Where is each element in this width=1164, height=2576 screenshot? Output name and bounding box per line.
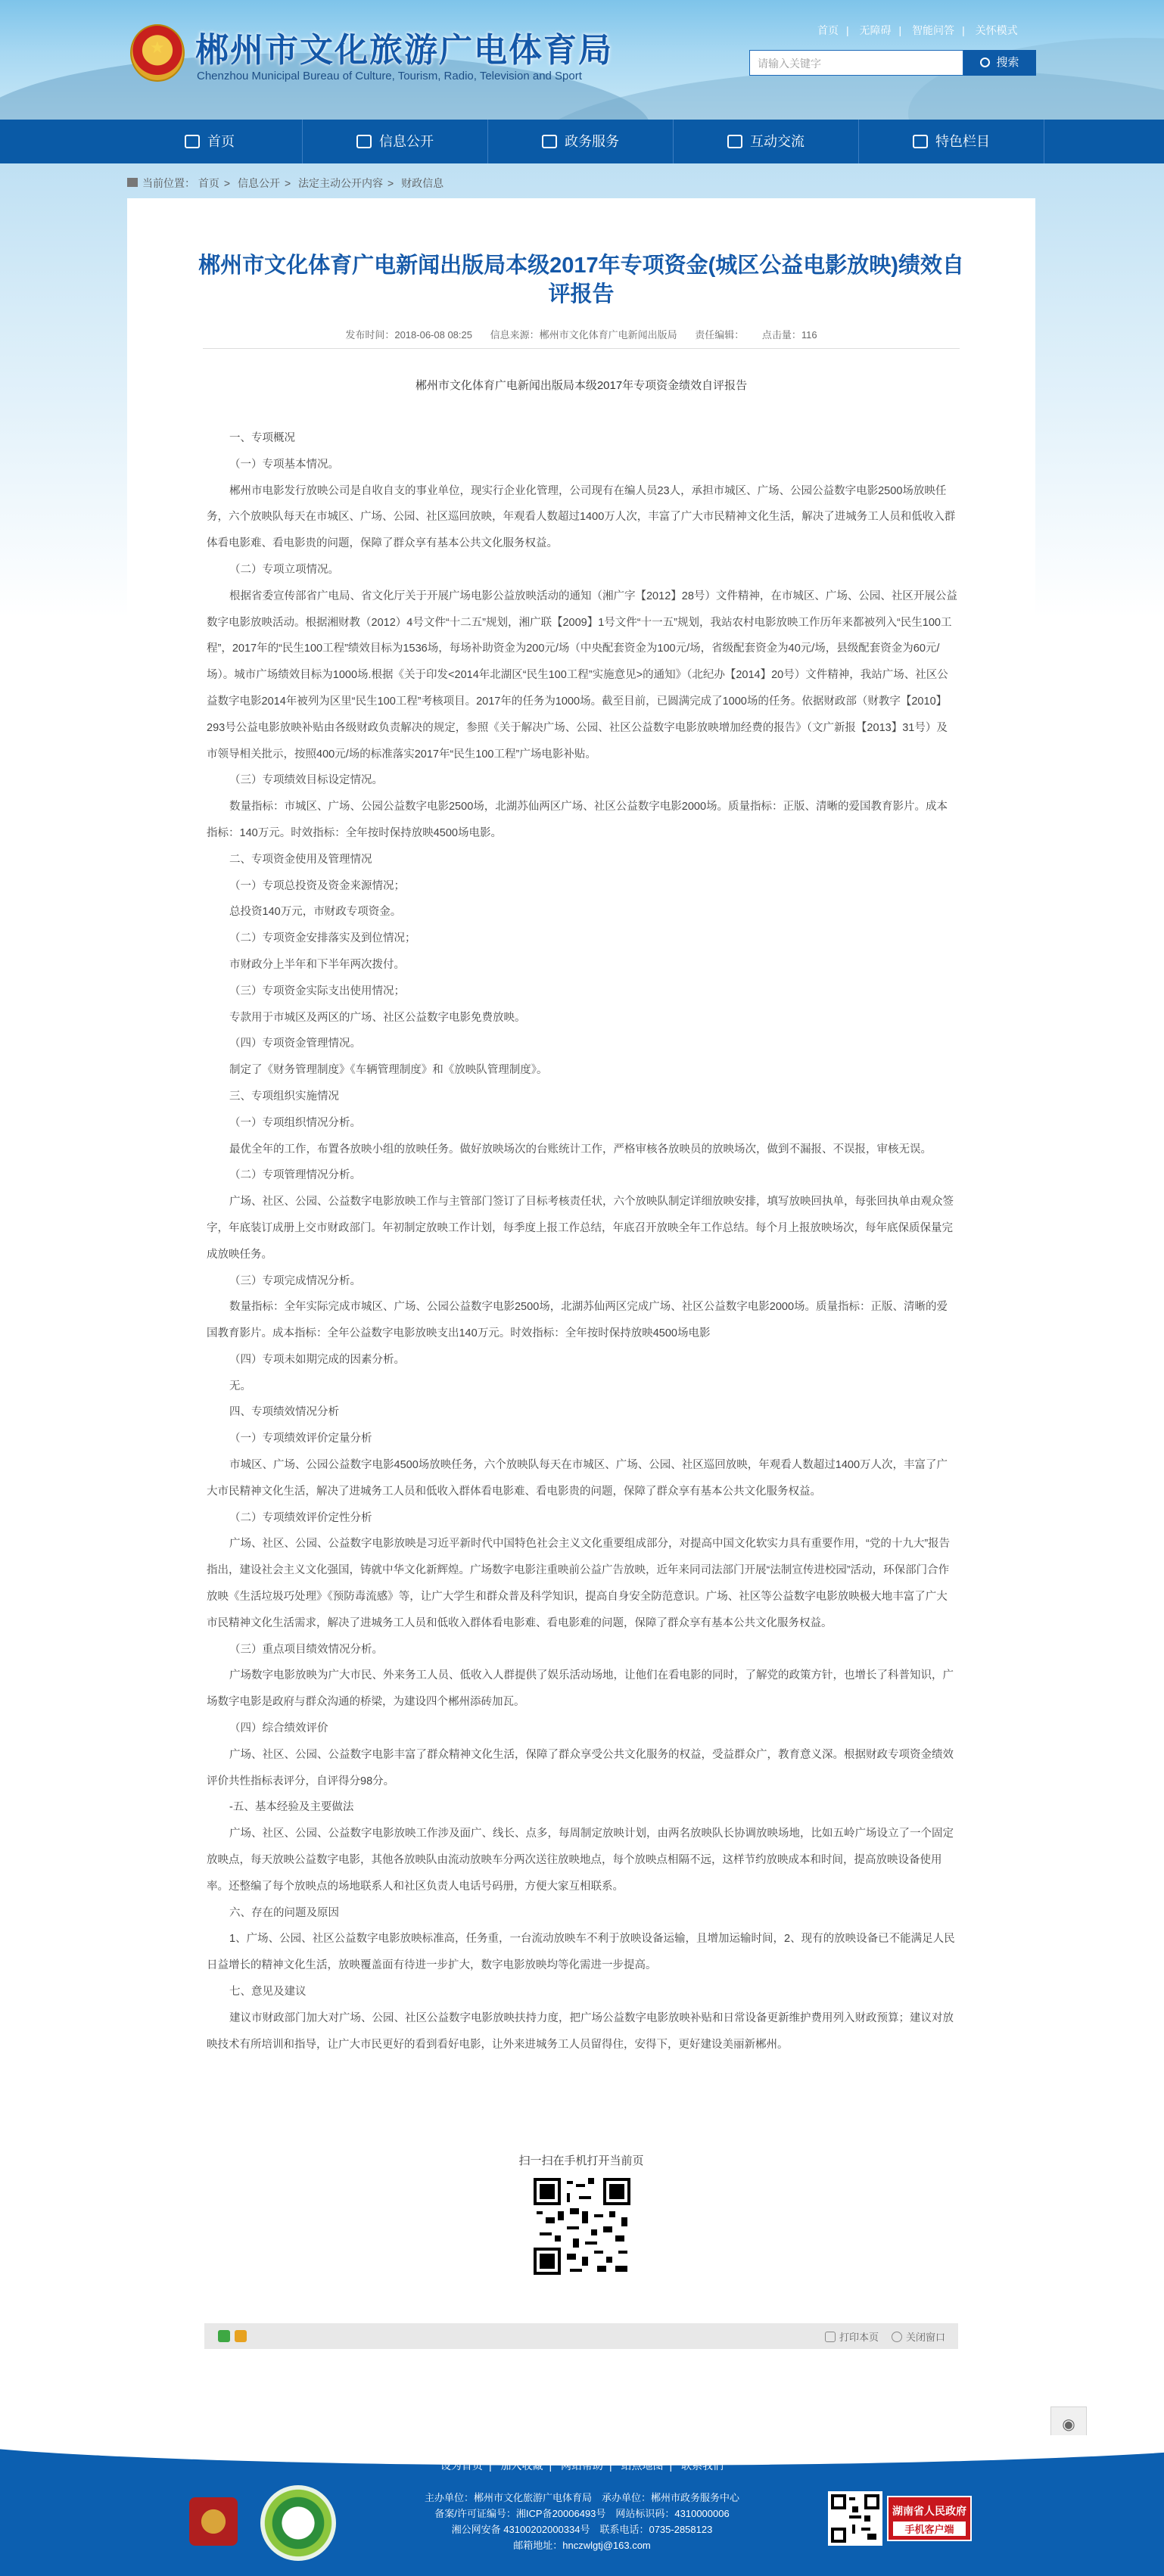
footer-info-line: 主办单位：郴州市文化旅游广电体育局 承办单位：郴州市政务服务中心 bbox=[424, 2492, 739, 2503]
footer-link[interactable]: 加入收藏 bbox=[500, 2459, 543, 2472]
article-paragraph: 总投资140万元，市财政专项资金。 bbox=[229, 906, 402, 919]
search-button[interactable] bbox=[963, 50, 1036, 76]
article-paragraph: 广场、社区、公园、公益数字电影丰富了群众精神文化生活，保障了群众享受公共文化服务的权益，受益群众广，教育意义深。根据财政专项资金绩效评价共性指标表评分，自评得分98分。 bbox=[207, 1748, 954, 1787]
article-paragraph: （三）专项绩效目标设定情况。 bbox=[229, 774, 383, 787]
print-button[interactable] bbox=[825, 2329, 879, 2344]
qr-code-icon bbox=[531, 2175, 633, 2278]
article-paragraph: 市财政分上半年和下半年两次拨付。 bbox=[229, 958, 405, 971]
close-window-button[interactable] bbox=[892, 2329, 945, 2344]
article-paragraph: （二）专项绩效评价定性分析 bbox=[229, 1511, 372, 1524]
footer-links: 设为首页 | 加入收藏 | 网站帮助 | 站点地图 | 联系我们 bbox=[440, 2459, 724, 2472]
article-toolbar bbox=[204, 2323, 958, 2349]
article-paragraph: 四、专项绩效情况分析 bbox=[229, 1406, 339, 1419]
nav-item-interaction[interactable] bbox=[674, 120, 859, 163]
top-link-qa[interactable]: 智能问答 bbox=[912, 24, 955, 36]
article-paragraph: -五、基本经验及主要做法 bbox=[229, 1801, 354, 1814]
article-paragraph: 无。 bbox=[229, 1380, 251, 1392]
breadcrumb-item[interactable]: 法定主动公开内容 bbox=[298, 177, 384, 189]
article-paragraph: （一）专项基本情况。 bbox=[229, 458, 339, 471]
article-paragraph: 专款用于市城区及两区的广场、社区公益数字电影免费放映。 bbox=[229, 1011, 526, 1024]
nav-label: 互动交流 bbox=[750, 134, 805, 149]
article-paragraph: （四）专项资金管理情况。 bbox=[229, 1038, 361, 1050]
article-paragraph: 三、专项组织实施情况 bbox=[229, 1090, 339, 1103]
article-paragraph: （一）专项总投资及资金来源情况； bbox=[229, 879, 405, 892]
site-footer bbox=[0, 2435, 1164, 2576]
breadcrumb-item[interactable]: 信息公开 bbox=[237, 177, 280, 189]
article-paragraph: 1、广场、公园、社区公益数字电影放映标准高，任务重，一台流动放映车不利于放映设备运输，且增加运输时间，2、现有的放映设备已不能满足人民日益增长的精神文化生活，放映覆盖面有待进一步扩大，数字电影放映均等化需进一步提高。 bbox=[207, 1933, 955, 1972]
article-paragraph: （四）综合绩效评价 bbox=[229, 1722, 328, 1735]
share-weibo-icon[interactable] bbox=[235, 2330, 247, 2342]
qr-label: 扫一扫在手机打开当前页 bbox=[518, 2154, 644, 2167]
national-emblem-icon bbox=[130, 24, 185, 82]
search-button-label: 搜索 bbox=[996, 56, 1019, 69]
article-paragraph: （二）专项资金安排落实及到位情况； bbox=[229, 932, 416, 945]
article-body bbox=[207, 425, 957, 2058]
article-paragraph: （一）专项组织情况分析。 bbox=[229, 1116, 361, 1129]
top-link-care-mode[interactable]: 关怀模式 bbox=[975, 24, 1018, 36]
article-panel bbox=[127, 198, 1035, 2393]
article-paragraph: （三）重点项目绩效情况分析。 bbox=[229, 1643, 383, 1656]
info-source: 信息来源：郴州市文化体育广电新闻出版局 bbox=[490, 329, 677, 341]
article-title: 郴州市文化体育广电新闻出版局本级2017年专项资金(城区公益电影放映)绩效自评报告 bbox=[198, 254, 964, 306]
nav-label: 政务服务 bbox=[565, 134, 619, 149]
nav-item-info-disclosure[interactable] bbox=[303, 120, 488, 163]
article-paragraph: 数量指标：市城区、广场、公园公益数字电影2500场，北湖苏仙两区广场、社区公益数字电影2000场。质量指标：正版、清晰的爱国教育影片。成本指标：140万元。时效指标：全年按时保持放映4500场电影。 bbox=[207, 801, 948, 839]
article-paragraph: 广场数字电影放映为广大市民、外来务工人员、低收入人群提供了娱乐活动场地，让他们在看电影的同时，了解党的政策方针，也增长了科普知识，广场数字电影是政府与群众沟通的桥梁，为建设四个郴州添砖加瓦。 bbox=[207, 1669, 954, 1709]
weibo-icon[interactable]: ◉ bbox=[1050, 2406, 1087, 2443]
top-link-home[interactable]: 首页 bbox=[817, 24, 839, 36]
article-paragraph: （三）专项完成情况分析。 bbox=[229, 1274, 361, 1287]
article-meta bbox=[127, 327, 1035, 341]
article-paragraph: 市城区、广场、公园公益数字电影4500场放映任务，六个放映队每天在市城区、广场、公园、社区巡回放映，年观看人数超过1400万人次，丰富了广大市民精神文化生活，解决了进城务工人员和低收入群体看电影难、看电影贵的问题，保障了群众享有基本公共文化服务权益。 bbox=[207, 1459, 948, 1498]
footer-qr-code-icon bbox=[828, 2491, 882, 2546]
article-paragraph: 广场、社区、公园、公益数字电影放映是习近平新时代中国特色社会主义文化重要组成部分，对提高中国文化软实力具有重要作用，“党的十九大”报告指出，建设社会主义文化强国，铸就中华文化新辉煌。广场数字电影注重映前公益广告放映，近年来同司法部门开展“法制宣传进校园”活动，环保部门合作放映《生活垃圾巧处理》《预防毒流感》等，让广大学生和群众普及科学知识，提高自身安全防范意识。广场、社区等公益数字电影放映极大地丰富了广大市民精神文化生活需求，解决了进城务工人员和低收入群体看电影难、看电影难的问题，保障了群众享有基本公共文化服务权益。 bbox=[207, 1538, 951, 1629]
article-paragraph: 制定了《财务管理制度》《车辆管理制度》和《放映队管理制度》。 bbox=[229, 1064, 548, 1077]
article-paragraph: 六、存在的问题及原因 bbox=[229, 1906, 339, 1919]
article-paragraph: 最优全年的工作，布置各放映小组的放映任务。做好放映场次的台账统计工作，严格审核各放映员的放映场次，做到不漏报、不误报，审核无误。 bbox=[229, 1143, 932, 1156]
footer-info bbox=[0, 2490, 1164, 2553]
gov-badge-title: 湖南省人民政府 bbox=[892, 2505, 966, 2517]
footer-link[interactable]: 设为首页 bbox=[440, 2459, 483, 2472]
article-paragraph: 根据省委宣传部省广电局、省文化厅关于开展广场电影公益放映活动的通知（湘广字【2012】28号）文件精神，在市城区、广场、公园、社区开展公益数字电影放映活动。根据湘财教（2012）4号文件“十二五”规划，湘广联【2009】1号文件“十一五”规划，我站农村电影放映工作历年来都被列入“民生100工程”，2017年的“民生100工程”绩效目标为1536场，每场补助资金为200元/场（中央配套资金为100元/场，省级配套资金为40元/场，县级配套资金为60元/场）。城市广场绩效目标为1000场.根据《关于印发<2014年北湖区“民生100工程”实施意见>的通知》（北纪办【2014】20号）文件精神，我站广场、社区公益数字电影2014年被列为区里“民生100工程”考核项目。2017年的任务为1000场。截至目前，已圆满完成了1000场的任务。依据财政部（财教字【2010】293号公益电影放映补贴由各级财政负责解决的规定，参照《关于解决广场、公园、社区公益数字电影放映增加经费的报告》（文广新报【2013】31号）及市领导相关批示，按照400元/场的标准落实2017年“民生100工程”广场电影补贴。 bbox=[207, 590, 957, 761]
document-icon bbox=[356, 135, 372, 148]
footer-link[interactable]: 网站帮助 bbox=[561, 2459, 603, 2472]
top-links: 首页 | 无障碍 | 智能问答 | 关怀模式 bbox=[817, 24, 1018, 36]
footer-link[interactable]: 站点地图 bbox=[621, 2459, 664, 2472]
home-icon bbox=[127, 178, 138, 187]
search-input[interactable]: 请输入关键字 bbox=[749, 50, 963, 76]
site-header bbox=[0, 0, 1164, 120]
article-paragraph: （二）专项立项情况。 bbox=[229, 563, 339, 576]
article-paragraph: 七、意见及建议 bbox=[229, 1986, 307, 1999]
nav-label: 信息公开 bbox=[379, 134, 434, 149]
nav-item-featured[interactable] bbox=[859, 120, 1044, 163]
main-nav bbox=[0, 120, 1164, 163]
breadcrumb: 当前位置： 首页 > 信息公开 > 法定主动公开内容 > 财政信息 bbox=[127, 176, 444, 191]
top-link-accessibility[interactable]: 无障碍 bbox=[859, 24, 892, 36]
footer-info-line: 备案/许可证编号：湘ICP备20006493号 网站标识码：4310000006 bbox=[434, 2508, 730, 2519]
printer-icon bbox=[825, 2332, 836, 2342]
article-paragraph: （一）专项绩效评价定量分析 bbox=[229, 1433, 372, 1445]
nav-item-gov-service[interactable] bbox=[488, 120, 674, 163]
divider bbox=[203, 348, 960, 349]
editor: 责任编辑： bbox=[695, 329, 745, 341]
click-count: 点击量：116 bbox=[761, 329, 817, 341]
breadcrumb-item[interactable]: 首页 bbox=[198, 177, 219, 189]
layers-icon bbox=[913, 135, 928, 148]
document-heading: 郴州市文化体育广电新闻出版局本级2017年专项资金绩效自评报告 bbox=[415, 379, 748, 392]
close-icon bbox=[892, 2332, 902, 2342]
article-paragraph: （四）专项未如期完成的因素分析。 bbox=[229, 1353, 405, 1366]
nav-label: 首页 bbox=[207, 134, 235, 149]
footer-link[interactable]: 联系我们 bbox=[681, 2459, 724, 2472]
footer-info-line: 邮箱地址：hnczwlgtj@163.com bbox=[513, 2540, 651, 2551]
print-label: 打印本页 bbox=[839, 2332, 879, 2343]
article-paragraph: （三）专项资金实际支出使用情况； bbox=[229, 985, 405, 997]
article-paragraph: 广场、社区、公园、公益数字电影放映工作涉及面广、线长、点多，每周制定放映计划，由两名放映队长协调放映场地，比如五岭广场设立了一个固定放映点，每天放映公益数字电影，其他各放映队由流动放映车分两次送往放映地点，每个放映点相隔不远，这样节约放映成本和时间，提高放映设备使用率。还整编了每个放映点的场地联系人和社区负责人电话号码册，方便大家互相联系。 bbox=[207, 1828, 954, 1893]
edit-icon bbox=[542, 135, 557, 148]
article-paragraph: 郴州市电影发行放映公司是自收自支的事业单位，现实行企业化管理，公司现有在编人员23人，承担市城区、广场、公园公益数字电影2500场放映任务，六个放映队每天在市城区、广场、公园、社区巡回放映，年观看人数超过1400万人次，丰富了广大市民精神文化生活，解决了进城务工人员和低收入群体看电影难、看电影贵的问题，保障了群众享有基本公共文化服务权益。 bbox=[207, 484, 956, 550]
article-paragraph: （二）专项管理情况分析。 bbox=[229, 1169, 361, 1182]
article-paragraph: 数量指标：全年实际完成市城区、广场、公园公益数字电影2500场，北湖苏仙两区完成广场、社区公益数字电影2000场。质量指标：正版、清晰的爱国教育影片。成本指标：全年公益数字电影放映支出140万元。时效指标：全年按时保持放映4500场电影 bbox=[207, 1301, 948, 1340]
site-title: 郴州市文化旅游广电体育局 bbox=[195, 32, 613, 69]
article-paragraph: 二、专项资金使用及管理情况 bbox=[229, 853, 372, 866]
chat-icon bbox=[727, 135, 742, 148]
article-paragraph: 一、专项概况 bbox=[229, 432, 295, 444]
breadcrumb-label: 当前位置： bbox=[142, 177, 195, 189]
article-paragraph: 广场、社区、公园、公益数字电影放映工作与主管部门签订了目标考核责任状，六个放映队制定详细放映安排，填写放映回执单，每张回执单由观众签字，年底装订成册上交市财政部门。年初制定放映工作计划，每季度上报工作总结，年底召开放映全年工作总结。每个月上报放映场次，每年底保质保量完成放映任务。 bbox=[207, 1196, 954, 1261]
share-wechat-icon[interactable] bbox=[218, 2330, 230, 2342]
hunan-gov-app-badge[interactable] bbox=[887, 2496, 972, 2541]
nav-label: 特色栏目 bbox=[935, 134, 990, 149]
footer-info-line: 湘公网安备 43100202000334号 联系电话：0735-2858123 bbox=[451, 2524, 713, 2535]
publish-time: 发布时间：2018-06-08 08:25 bbox=[345, 329, 472, 341]
close-label: 关闭窗口 bbox=[906, 2332, 946, 2343]
breadcrumb-item[interactable]: 财政信息 bbox=[401, 177, 444, 189]
home-icon bbox=[185, 135, 200, 148]
gov-badge-subtitle: 手机客户端 bbox=[893, 2522, 966, 2536]
nav-item-home[interactable] bbox=[117, 120, 303, 163]
site-subtitle: Chenzhou Municipal Bureau of Culture, Tourism, Radio, Television and Sport bbox=[197, 70, 582, 82]
article-paragraph: 建议市财政部门加大对广场、公园、社区公益数字电影放映扶持力度，把广场公益数字电影放映补贴和日常设备更新维护费用列入财政预算；建议对放映技术有所培训和指导，让广大市民更好的看到看好电影，让外来进城务工人员留得住，安得下，更好建设美丽新郴州。 bbox=[207, 2011, 954, 2051]
search-icon bbox=[980, 58, 990, 67]
